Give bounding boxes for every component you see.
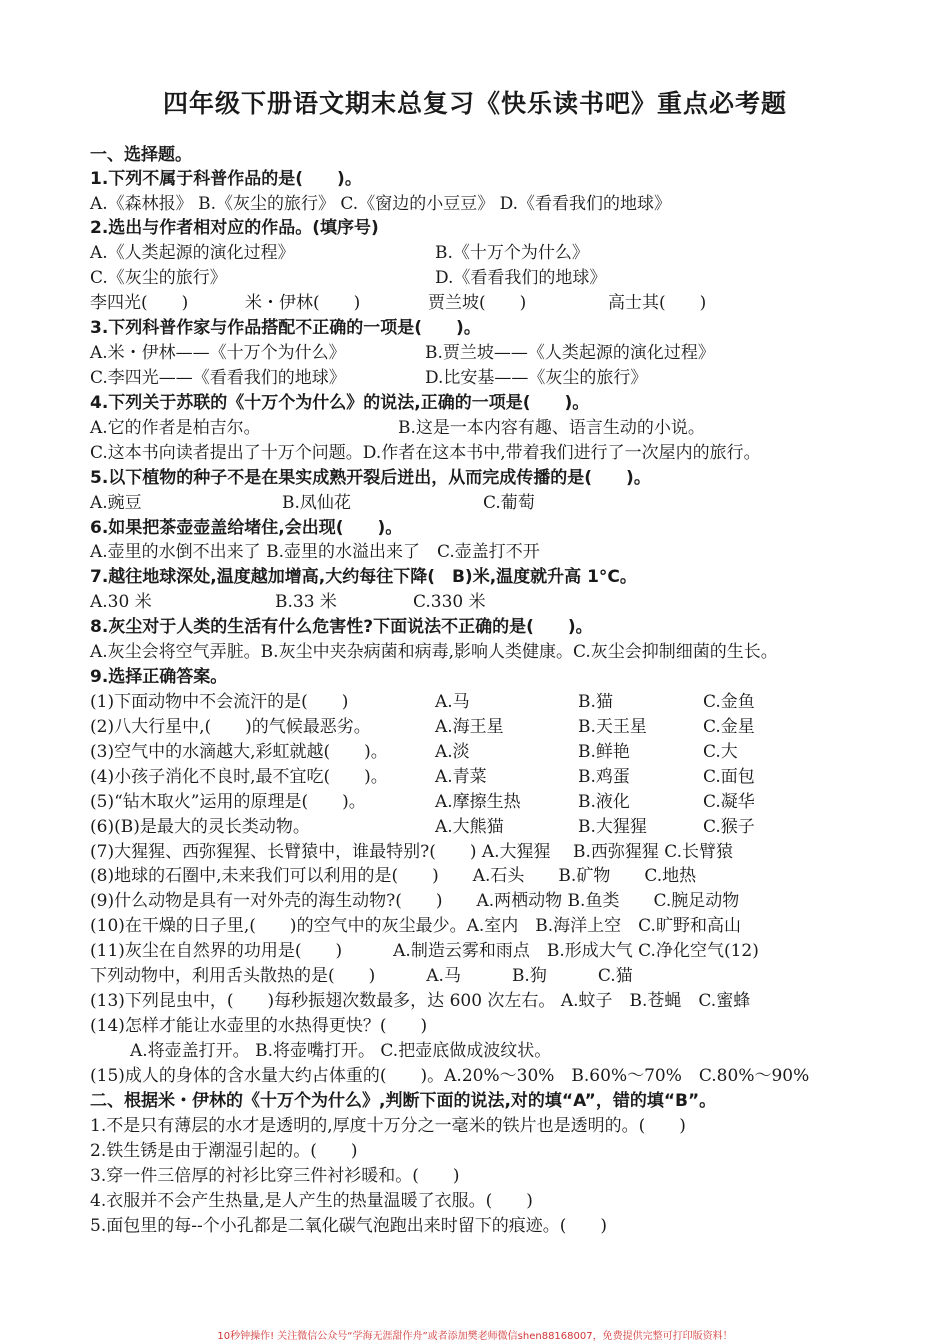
judge-item-2: 2.铁生锈是由于潮湿引起的。( ) <box>90 1141 358 1161</box>
question-7-stem: 7.越往地球深处,温度越加增高,大约每往下降( B)米,温度就升高 1°C。 <box>90 567 637 587</box>
page-title: 四年级下册语文期末总复习《快乐读书吧》重点必考题 <box>162 89 787 118</box>
q9-item-10: (10)在干燥的日子里,( )的空气中的灰尘最少。A.室内 B.海洋上空 C.旷野和高山 <box>90 916 741 936</box>
q9-item-2-option-b: B.天王星 <box>578 717 647 737</box>
q9-item-15: (15)成人的身体的含水量大约占体重的( )。A.20%～30% B.60%～70% C.80%～90% <box>90 1066 810 1086</box>
question-2-option-c: C.《灰尘的旅行》 <box>90 268 227 288</box>
question-3-option-a: A.米・伊林——《十万个为什么》 <box>90 343 346 363</box>
question-7-option-b: B.33 米 <box>275 592 337 612</box>
q9-item-1-option-c: C.金鱼 <box>703 692 755 712</box>
q9-item-3-option-c: C.大 <box>703 742 738 762</box>
q9-item-8: (8)地球的石圈中,未来我们可以利用的是( ) A.石头 B.矿物 C.地热 <box>90 866 697 886</box>
q9-item-6: (6)(B)是最大的灵长类动物。 <box>90 817 310 837</box>
judge-item-4: 4.衣服并不会产生热量,是人产生的热量温暖了衣服。( ) <box>90 1191 533 1211</box>
question-2-stem: 2.选出与作者相对应的作品。(填序号) <box>90 218 379 238</box>
q9-item-14: (14)怎样才能让水壶里的水热得更快？( ) <box>90 1016 428 1036</box>
q9-item-5: (5)“钻木取火”运用的原理是( )。 <box>90 792 366 812</box>
question-8-options: A.灰尘会将空气弄脏。B.灰尘中夹杂病菌和病毒,影响人类健康。C.灰尘会抑制细菌的生长。 <box>90 642 778 662</box>
question-8-stem: 8.灰尘对于人类的生活有什么危害性?下面说法不正确的是( )。 <box>90 617 593 637</box>
question-4-stem: 4.下列关于苏联的《十万个为什么》的说法,正确的一项是( )。 <box>90 393 590 413</box>
question-3-option-d: D.比安基——《灰尘的旅行》 <box>425 368 648 388</box>
section-1-heading: 一、选择题。 <box>90 145 192 165</box>
q9-item-1-option-a: A.马 <box>435 692 470 712</box>
question-5-option-a: A.豌豆 <box>90 493 142 513</box>
question-2-author-1: 李四光( ) <box>90 293 189 313</box>
q9-item-3: (3)空气中的水滴越大,彩虹就越( )。 <box>90 742 388 762</box>
section-2-heading: 二、根据米・伊林的《十万个为什么》,判断下面的说法,对的填“A”，错的填“B”。 <box>90 1091 717 1111</box>
q9-item-1-option-b: B.猫 <box>578 692 613 712</box>
q9-item-3-option-b: B.鲜艳 <box>578 742 630 762</box>
question-4-option-b: B.这是一本内容有趣、语言生动的小说。 <box>398 418 705 438</box>
q9-item-9: (9)什么动物是具有一对外壳的海生动物?( ) A.两栖动物 B.鱼类 C.腕足动物 <box>90 891 740 911</box>
question-9-stem: 9.选择正确答案。 <box>90 667 228 687</box>
q9-item-2: (2)八大行星中,( )的气候最恶劣。 <box>90 717 371 737</box>
question-3-option-b: B.贾兰坡——《人类起源的演化过程》 <box>425 343 715 363</box>
question-2-option-a: A.《人类起源的演化过程》 <box>90 243 295 263</box>
question-2-option-d: D.《看看我们的地球》 <box>435 268 607 288</box>
q9-item-2-option-c: C.金星 <box>703 717 755 737</box>
question-5-option-c: C.葡萄 <box>483 493 535 513</box>
question-6-options: A.壶里的水倒不出来了 B.壶里的水溢出来了 C.壶盖打不开 <box>90 542 540 562</box>
question-2-option-b: B.《十万个为什么》 <box>435 243 589 263</box>
footer-promo: 10秒钟操作! 关注微信公众号“学海无涯甜作舟”或者添加樊老师微信shen88168007，免费提供完整可打印版资料！ <box>217 1331 733 1342</box>
q9-item-1: (1)下面动物中不会流汗的是( ) <box>90 692 349 712</box>
judge-item-5: 5.面包里的每--个小孔都是二氧化碳气泡跑出来时留下的痕迹。( ) <box>90 1216 607 1236</box>
q9-item-6-option-c: C.猴子 <box>703 817 755 837</box>
q9-item-4: (4)小孩子消化不良时,最不宜吃( )。 <box>90 767 388 787</box>
q9-item-4-option-c: C.面包 <box>703 767 755 787</box>
question-3-stem: 3.下列科普作家与作品搭配不正确的一项是( )。 <box>90 318 481 338</box>
question-1-options: A.《森林报》 B.《灰尘的旅行》 C.《窗边的小豆豆》 D.《看看我们的地球》 <box>90 194 672 214</box>
q9-item-6-option-b: B.大猩猩 <box>578 817 647 837</box>
question-6-stem: 6.如果把茶壶壶盖给堵住,会出现( )。 <box>90 518 403 538</box>
question-3-option-c: C.李四光——《看看我们的地球》 <box>90 368 346 388</box>
q9-item-4-option-a: A.青菜 <box>435 767 487 787</box>
question-5-stem: 5.以下植物的种子不是在果实成熟开裂后迸出，从而完成传播的是( )。 <box>90 468 651 488</box>
q9-item-3-option-a: A.淡 <box>435 742 470 762</box>
q9-item-13: (13)下列昆虫中，( )每秒振翅次数最多，达 600 次左右。 A.蚊子 B.苍蝇 C.蜜蜂 <box>90 991 751 1011</box>
judge-item-1: 1.不是只有薄层的水才是透明的,厚度十万分之一毫米的铁片也是透明的。( ) <box>90 1116 686 1136</box>
question-7-option-a: A.30 米 <box>90 592 152 612</box>
q9-item-4-option-b: B.鸡蛋 <box>578 767 630 787</box>
q9-item-5-option-a: A.摩擦生热 <box>435 792 521 812</box>
question-4-option-a: A.它的作者是柏吉尔。 <box>90 418 261 438</box>
q9-item-5-option-b: B.液化 <box>578 792 630 812</box>
q9-item-7: (7)大猩猩、西弥猩猩、长臂猿中，谁最特别?( ) A.大猩猩 B.西弥猩猩 C.长臂猿 <box>90 842 734 862</box>
q9-item-6-option-a: A.大熊猫 <box>435 817 504 837</box>
question-7-option-c: C.330 米 <box>413 592 486 612</box>
question-5-option-b: B.凤仙花 <box>282 493 351 513</box>
q9-item-2-option-a: A.海王星 <box>435 717 504 737</box>
question-2-author-4: 高士其( ) <box>608 293 707 313</box>
question-2-author-2: 米・伊林( ) <box>245 293 361 313</box>
q9-item-14-options: A.将壶盖打开。 B.将壶嘴打开。 C.把壶底做成波纹状。 <box>130 1041 552 1061</box>
question-2-author-3: 贾兰坡( ) <box>428 293 527 313</box>
question-4-options-cd: C.这本书向读者提出了十万个问题。D.作者在这本书中,带着我们进行了一次屋内的旅行。 <box>90 443 761 463</box>
q9-item-11: (11)灰尘在自然界的功用是( ) A.制造云雾和雨点 B.形成大气 C.净化空气(12) <box>90 941 759 961</box>
question-1-stem: 1.下列不属于科普作品的是( )。 <box>90 169 362 189</box>
judge-item-3: 3.穿一件三倍厚的衬衫比穿三件衬衫暖和。( ) <box>90 1166 460 1186</box>
q9-item-12: 下列动物中，利用舌头散热的是( ) A.马 B.狗 C.猫 <box>90 966 633 986</box>
q9-item-5-option-c: C.凝华 <box>703 792 755 812</box>
